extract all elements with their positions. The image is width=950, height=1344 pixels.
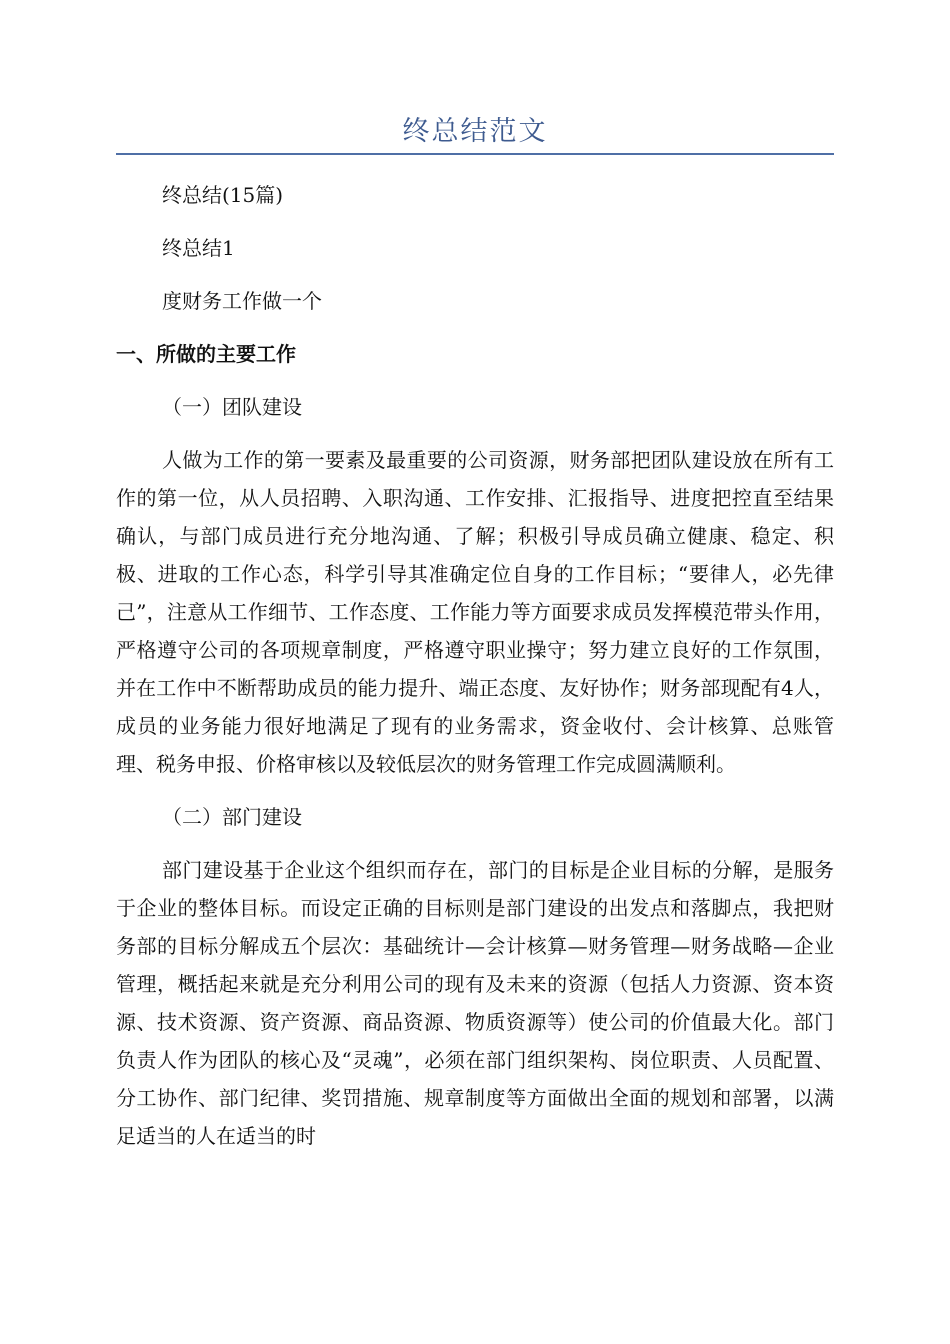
heading-main: 终总结(15篇) (162, 183, 284, 207)
document-title: 终总结范文 (402, 116, 548, 147)
title-underline (116, 153, 834, 155)
paragraph-team-building: 人做为工作的第一要素及最重要的公司资源，财务部把团队建设放在所有工作的第一位，从人员招聘、入职沟通、工作安排、汇报指导、进度把控直至结果确认，与部门成员进行充分地沟通、了解；积极引导成员确立健康、稳定、积极、进取的工作心态，科学引导其准确定位自身的工作目标；“要律人，必先律己”，注意从工作细节、工作态度、工作能力等方面要求成员发挥模范带头作用，严格遵守公司的各项规章制度，严格遵守职业操守；努力建立良好的工作氛围，并在工作中不断帮助成员的能力提升、端正态度、友好协作；财务部现配有4人，成员的业务能力很好地满足了现有的业务需求，资金收付、会计核算、总账管理、税务申报、价格审核以及较低层次的财务管理工作完成圆满顺利。 (116, 448, 834, 776)
subsection-heading-2: （二）部门建设 (162, 805, 302, 829)
subsection-heading-1: （一）团队建设 (162, 395, 302, 419)
document-body (116, 176, 834, 1155)
intro-line: 度财务工作做一个 (162, 289, 322, 313)
section-heading-1: 一、所做的主要工作 (116, 342, 296, 366)
heading-sub: 终总结1 (162, 236, 235, 260)
paragraph-department-building: 部门建设基于企业这个组织而存在，部门的目标是企业目标的分解，是服务于企业的整体目标。而设定正确的目标则是部门建设的出发点和落脚点，我把财务部的目标分解成五个层次：基础统计—会计核算—财务管理—财务战略—企业管理，概括起来就是充分利用公司的现有及未来的资源（包括人力资源、资本资源、技术资源、资产资源、商品资源、物质资源等）使公司的价值最大化。部门负责人作为团队的核心及“灵魂”，必须在部门组织架构、岗位职责、人员配置、分工协作、部门纪律、奖罚措施、规章制度等方面做出全面的规划和部署，以满足适当的人在适当的时 (116, 858, 834, 1148)
